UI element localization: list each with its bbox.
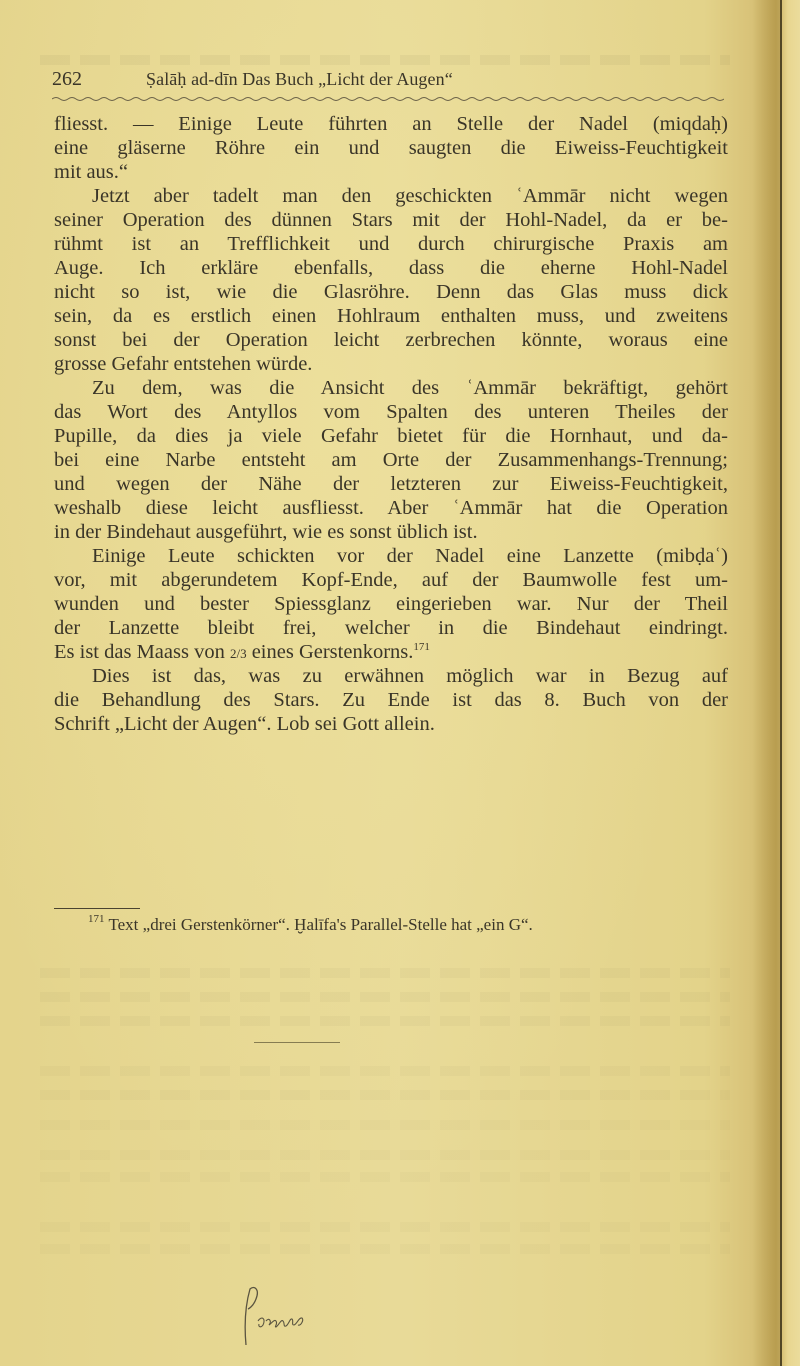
text-line: bei eine Narbe entsteht am Orte der Zusammenhangs-Trennung; (54, 449, 728, 471)
body-text (54, 112, 728, 736)
text-line: grosse Gefahr entstehen würde. (54, 353, 313, 375)
text-line: vor, mit abgerundetem Kopf-Ende, auf der Baumwolle fest um- (54, 569, 728, 591)
text-line: nicht so ist, wie die Glasröhre. Denn das Glas muss dick (54, 281, 728, 303)
text-line: seiner Operation des dünnen Stars mit der Hohl-Nadel, da er be- (54, 209, 728, 231)
bleed-through (40, 1016, 730, 1026)
fraction: 2/3 (229, 646, 247, 661)
text-line: Pupille, da dies ja viele Gefahr bietet für die Hornhaut, und da- (54, 425, 728, 447)
text-segment: Es ist das Maass von (54, 641, 230, 663)
gutter-shadow (752, 0, 780, 1366)
text-line: das Wort des Antyllos vom Spalten des unteren Theiles der (54, 401, 728, 423)
text-line: wunden und bester Spiessglanz eingerieben war. Nur der Theil (54, 593, 728, 615)
text-line: in der Bindehaut ausgeführt, wie es sonst üblich ist. (54, 521, 478, 543)
footnote-number: 171 (88, 913, 105, 925)
text-line: Auge. Ich erkläre ebenfalls, dass die eherne Hohl-Nadel (54, 257, 728, 279)
running-title: Ṣalāḥ ad-dīn Das Buch „Licht der Augen“ (146, 69, 453, 89)
text-line: sein, da es erstlich einen Hohlraum enthalten muss, und zweitens (54, 305, 728, 327)
text-line: eine gläserne Röhre ein und saugten die Eiweiss-Feuchtigkeit (54, 137, 728, 159)
text-line: Jetzt aber tadelt man den geschickten ʿAmmār nicht wegen (92, 185, 728, 207)
bleed-through (40, 55, 730, 65)
bleed-through (40, 1222, 730, 1232)
text-line: Dies ist das, was zu erwähnen möglich war in Bezug auf (92, 665, 728, 687)
text-line: Zu dem, was die Ansicht des ʿAmmār bekräftigt, gehört (92, 377, 728, 399)
text-line: fliesst. — Einige Leute führten an Stelle der Nadel (miqdaḥ) (54, 113, 728, 135)
text-line: und wegen der Nähe der letzteren zur Eiweiss-Feuchtigkeit, (54, 473, 728, 495)
text-line: rühmt ist an Trefflichkeit und durch chirurgische Praxis am (54, 233, 728, 255)
bleed-through (40, 968, 730, 978)
bleed-through (40, 992, 730, 1002)
bleed-through (40, 1172, 730, 1182)
text-line: sonst bei der Operation leicht zerbrechen könnte, woraus eine (54, 329, 728, 351)
text-line: weshalb diese leicht ausfliesst. Aber ʿAmmār hat die Operation (54, 497, 728, 519)
wavy-rule (52, 96, 724, 102)
footnote-text: Text „drei Gerstenkörner“. Ḫalīfa's Parallel-Stelle hat „ein G“. (104, 915, 533, 934)
text-segment: eines Gerstenkorns. (246, 641, 414, 663)
footnote (88, 914, 738, 936)
text-line: Einige Leute schickten vor der Nadel eine Lanzette (mibḍaʿ) (92, 545, 728, 567)
bleed-through (40, 1090, 730, 1100)
text-line: die Behandlung des Stars. Zu Ende ist das 8. Buch von der (54, 689, 728, 711)
bleed-through (40, 1150, 730, 1160)
handwritten-signature (238, 1283, 328, 1353)
page-edge-line (780, 0, 782, 1366)
text-line: Schrift „Licht der Augen“. Lob sei Gott allein. (54, 713, 435, 735)
running-header (52, 68, 722, 98)
footnote-separator (54, 908, 140, 909)
page-number: 262 (52, 68, 82, 90)
footnote-reference[interactable]: 171 (413, 641, 430, 653)
bleed-through-rule (254, 1042, 340, 1043)
bleed-through (40, 1066, 730, 1076)
bleed-through (40, 1120, 730, 1130)
bleed-through (40, 1244, 730, 1254)
text-line: mit aus.“ (54, 161, 129, 183)
text-line-with-fraction (54, 640, 728, 664)
text-line: der Lanzette bleibt frei, welcher in die Bindehaut eindringt. (54, 617, 728, 639)
